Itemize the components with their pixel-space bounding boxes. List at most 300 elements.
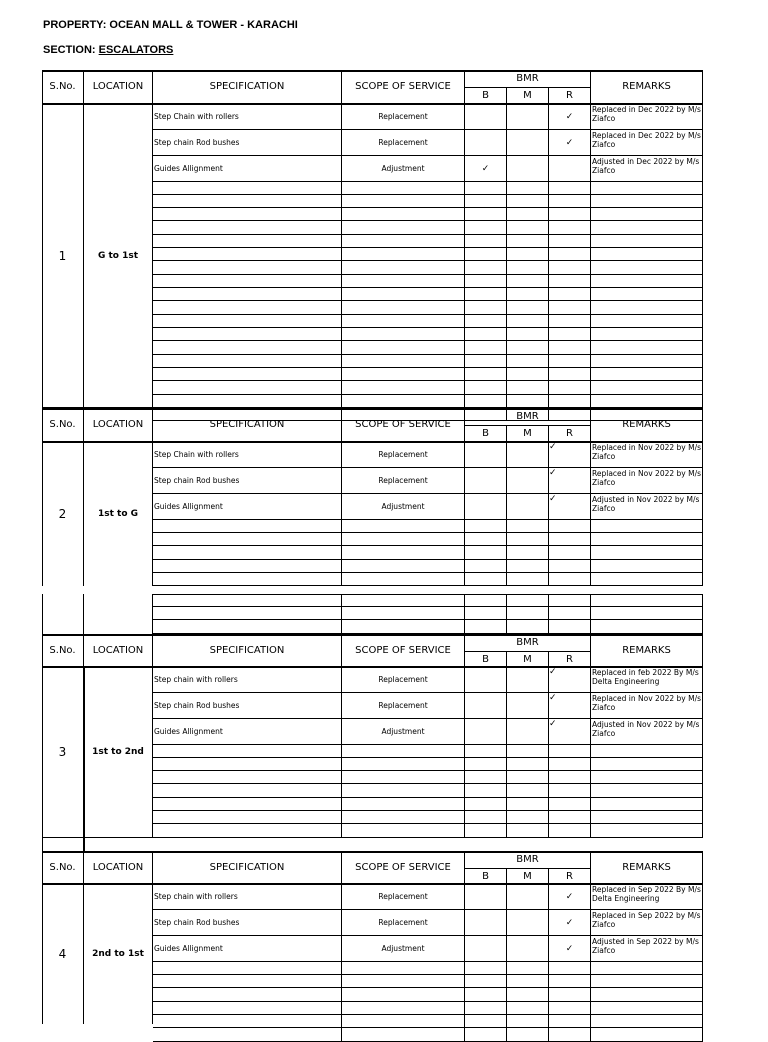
blank-cell bbox=[507, 395, 549, 408]
bmr-r-cell: ✓ bbox=[549, 468, 591, 494]
blank-cell bbox=[549, 221, 591, 235]
blank-cell bbox=[591, 1015, 703, 1028]
bmr-b-cell bbox=[465, 494, 507, 520]
blank-cell bbox=[549, 182, 591, 195]
scope-cell: Adjustment bbox=[342, 156, 465, 182]
blank-cell bbox=[342, 560, 465, 573]
blank-cell bbox=[507, 594, 549, 607]
bmr-r-cell: ✓ bbox=[549, 719, 591, 745]
blank-cell bbox=[549, 962, 591, 975]
blank-cell bbox=[591, 395, 703, 408]
blank-cell bbox=[549, 560, 591, 573]
blank-cell bbox=[342, 784, 465, 798]
bmr-b-cell bbox=[465, 910, 507, 936]
location-cell: G to 1st bbox=[84, 104, 153, 408]
blank-cell bbox=[591, 573, 703, 586]
blank-cell bbox=[591, 301, 703, 315]
remarks-cell: Adjusted in Nov 2022 by M/s Ziafco bbox=[591, 719, 703, 745]
blank-cell bbox=[591, 315, 703, 328]
blank-cell bbox=[465, 248, 507, 261]
column-header-m: M bbox=[507, 88, 549, 104]
remarks-cell: Adjusted in Dec 2022 by M/s Ziafco bbox=[591, 156, 703, 182]
sno-cell: 1 bbox=[42, 104, 84, 408]
blank-cell bbox=[153, 962, 342, 975]
blank-cell bbox=[507, 573, 549, 586]
remarks-cell: Replaced in Dec 2022 by M/s Ziafco bbox=[591, 130, 703, 156]
blank-cell bbox=[549, 208, 591, 221]
blank-cell bbox=[342, 235, 465, 248]
blank-cell bbox=[591, 533, 703, 546]
scope-cell: Replacement bbox=[342, 884, 465, 910]
column-header-bmr: BMR bbox=[465, 70, 591, 88]
blank-cell bbox=[465, 988, 507, 1002]
blank-cell bbox=[153, 355, 342, 368]
table-rule bbox=[702, 408, 703, 586]
blank-cell bbox=[465, 208, 507, 221]
blank-cell bbox=[549, 288, 591, 301]
blank-cell bbox=[342, 594, 465, 607]
blank-cell bbox=[549, 573, 591, 586]
blank-cell bbox=[549, 745, 591, 758]
column-header-r: R bbox=[549, 652, 591, 667]
blank-cell bbox=[507, 784, 549, 798]
bmr-m-cell bbox=[507, 156, 549, 182]
bmr-b-cell: ✓ bbox=[465, 156, 507, 182]
table-rule bbox=[83, 667, 85, 851]
blank-cell bbox=[153, 275, 342, 288]
blank-cell bbox=[549, 341, 591, 355]
blank-cell bbox=[591, 520, 703, 533]
blank-cell bbox=[342, 520, 465, 533]
blank-cell bbox=[465, 395, 507, 408]
blank-cell bbox=[591, 235, 703, 248]
blank-cell bbox=[153, 758, 342, 771]
specification-cell: Step chain Rod bushes bbox=[153, 693, 342, 719]
bmr-b-cell bbox=[465, 468, 507, 494]
blank-cell bbox=[465, 235, 507, 248]
blank-cell bbox=[549, 275, 591, 288]
bmr-m-cell bbox=[507, 936, 549, 962]
blank-cell bbox=[549, 315, 591, 328]
column-header-m: M bbox=[507, 426, 549, 442]
blank-cell bbox=[342, 275, 465, 288]
blank-cell bbox=[465, 546, 507, 560]
blank-cell bbox=[507, 546, 549, 560]
blank-cell bbox=[153, 248, 342, 261]
blank-cell bbox=[465, 381, 507, 395]
blank-cell bbox=[465, 798, 507, 811]
specification-cell: Guides Allignment bbox=[153, 936, 342, 962]
blank-cell bbox=[153, 395, 342, 408]
location-cell: 1st to G bbox=[84, 442, 153, 586]
blank-cell bbox=[153, 1028, 342, 1042]
blank-cell bbox=[591, 798, 703, 811]
blank-cell bbox=[507, 341, 549, 355]
blank-cell bbox=[465, 520, 507, 533]
blank-cell bbox=[507, 182, 549, 195]
location-cell: 1st to 2nd bbox=[84, 667, 153, 838]
specification-cell: Step Chain with rollers bbox=[153, 104, 342, 130]
blank-cell bbox=[549, 261, 591, 275]
remarks-cell: Replaced in Dec 2022 by M/s Ziafco bbox=[591, 104, 703, 130]
bmr-b-cell bbox=[465, 884, 507, 910]
blank-cell bbox=[591, 261, 703, 275]
specification-cell: Step chain Rod bushes bbox=[153, 910, 342, 936]
blank-cell bbox=[507, 1015, 549, 1028]
bmr-r-cell: ✓ bbox=[549, 442, 591, 468]
blank-cell bbox=[342, 546, 465, 560]
blank-cell bbox=[507, 758, 549, 771]
column-header-sno: S.No. bbox=[42, 634, 84, 667]
remarks-cell: Replaced in Nov 2022 by M/s Ziafco bbox=[591, 693, 703, 719]
blank-cell bbox=[342, 798, 465, 811]
bmr-r-cell: ✓ bbox=[549, 130, 591, 156]
blank-cell bbox=[465, 594, 507, 607]
blank-cell bbox=[153, 573, 342, 586]
blank-cell bbox=[342, 288, 465, 301]
blank-cell bbox=[342, 620, 465, 634]
blank-cell bbox=[507, 235, 549, 248]
blank-cell bbox=[507, 962, 549, 975]
blank-cell bbox=[591, 341, 703, 355]
blank-cell bbox=[153, 560, 342, 573]
blank-cell bbox=[507, 824, 549, 838]
table-rule bbox=[702, 851, 703, 1024]
blank-cell bbox=[549, 368, 591, 381]
sno-cell: 3 bbox=[42, 667, 84, 838]
blank-cell bbox=[507, 208, 549, 221]
blank-cell bbox=[342, 824, 465, 838]
blank-cell bbox=[342, 975, 465, 988]
section-value: ESCALATORS bbox=[98, 44, 174, 56]
blank-cell bbox=[549, 811, 591, 824]
remarks-cell: Adjusted in Nov 2022 by M/s Ziafco bbox=[591, 494, 703, 520]
column-header-location: LOCATION bbox=[84, 851, 153, 884]
blank-cell bbox=[153, 208, 342, 221]
blank-cell bbox=[153, 261, 342, 275]
blank-cell bbox=[342, 221, 465, 235]
blank-cell bbox=[153, 811, 342, 824]
location-cell: 2nd to 1st bbox=[84, 884, 153, 1024]
column-header-specification: SPECIFICATION bbox=[153, 70, 342, 104]
column-header-bmr: BMR bbox=[465, 851, 591, 869]
blank-cell bbox=[507, 381, 549, 395]
blank-cell bbox=[342, 758, 465, 771]
column-header-specification: SPECIFICATION bbox=[153, 634, 342, 667]
blank-cell bbox=[465, 1002, 507, 1015]
bmr-m-cell bbox=[507, 130, 549, 156]
blank-cell bbox=[507, 221, 549, 235]
column-header-scope: SCOPE OF SERVICE bbox=[342, 408, 465, 442]
blank-cell bbox=[153, 533, 342, 546]
remarks-cell: Replaced in feb 2022 By M/s Delta Engineering bbox=[591, 667, 703, 693]
blank-cell bbox=[507, 988, 549, 1002]
column-header-specification: SPECIFICATION bbox=[153, 851, 342, 884]
blank-cell bbox=[507, 620, 549, 634]
blank-cell bbox=[465, 341, 507, 355]
blank-cell bbox=[465, 758, 507, 771]
blank-cell bbox=[342, 315, 465, 328]
bmr-b-cell bbox=[465, 442, 507, 468]
blank-cell bbox=[342, 607, 465, 620]
specification-cell: Step chain Rod bushes bbox=[153, 130, 342, 156]
blank-cell bbox=[507, 195, 549, 208]
blank-cell bbox=[465, 301, 507, 315]
blank-cell bbox=[465, 275, 507, 288]
bmr-m-cell bbox=[507, 442, 549, 468]
blank-cell bbox=[549, 248, 591, 261]
column-header-location: LOCATION bbox=[84, 408, 153, 442]
blank-cell bbox=[342, 208, 465, 221]
table-rule bbox=[702, 594, 703, 634]
blank-cell bbox=[153, 784, 342, 798]
column-header-remarks: REMARKS bbox=[591, 70, 703, 104]
blank-cell bbox=[507, 261, 549, 275]
column-header-r: R bbox=[549, 869, 591, 884]
blank-cell bbox=[549, 758, 591, 771]
blank-cell bbox=[507, 560, 549, 573]
blank-cell bbox=[591, 811, 703, 824]
blank-cell bbox=[507, 301, 549, 315]
scope-cell: Replacement bbox=[342, 667, 465, 693]
blank-cell bbox=[342, 962, 465, 975]
blank-cell bbox=[549, 235, 591, 248]
bmr-m-cell bbox=[507, 719, 549, 745]
blank-cell bbox=[591, 975, 703, 988]
blank-cell bbox=[153, 546, 342, 560]
column-header-b: B bbox=[465, 869, 507, 884]
blank-cell bbox=[465, 221, 507, 235]
sno-cell-continued bbox=[42, 594, 84, 634]
blank-cell bbox=[153, 594, 342, 607]
blank-cell bbox=[507, 275, 549, 288]
blank-cell bbox=[465, 182, 507, 195]
blank-cell bbox=[465, 962, 507, 975]
blank-cell bbox=[342, 1002, 465, 1015]
bmr-m-cell bbox=[507, 910, 549, 936]
blank-cell bbox=[465, 355, 507, 368]
column-header-sno: S.No. bbox=[42, 851, 84, 884]
blank-cell bbox=[549, 328, 591, 341]
blank-cell bbox=[342, 182, 465, 195]
blank-cell bbox=[507, 798, 549, 811]
blank-cell bbox=[507, 607, 549, 620]
blank-cell bbox=[342, 368, 465, 381]
column-header-scope: SCOPE OF SERVICE bbox=[342, 70, 465, 104]
blank-cell bbox=[507, 355, 549, 368]
column-header-b: B bbox=[465, 426, 507, 442]
blank-cell bbox=[549, 1015, 591, 1028]
scope-cell: Adjustment bbox=[342, 494, 465, 520]
blank-cell bbox=[465, 745, 507, 758]
blank-cell bbox=[153, 235, 342, 248]
blank-cell bbox=[549, 546, 591, 560]
scope-cell: Adjustment bbox=[342, 719, 465, 745]
blank-cell bbox=[507, 1028, 549, 1042]
blank-cell bbox=[591, 328, 703, 341]
column-header-r: R bbox=[549, 88, 591, 104]
blank-cell bbox=[507, 745, 549, 758]
blank-cell bbox=[342, 745, 465, 758]
column-header-sno: S.No. bbox=[42, 70, 84, 104]
blank-cell bbox=[465, 771, 507, 784]
blank-cell bbox=[465, 620, 507, 634]
blank-cell bbox=[591, 195, 703, 208]
blank-cell bbox=[549, 381, 591, 395]
blank-cell bbox=[507, 248, 549, 261]
column-header-b: B bbox=[465, 88, 507, 104]
section-title bbox=[43, 44, 173, 56]
blank-cell bbox=[465, 368, 507, 381]
blank-cell bbox=[153, 341, 342, 355]
column-header-specification: SPECIFICATION bbox=[153, 408, 342, 442]
column-header-scope: SCOPE OF SERVICE bbox=[342, 851, 465, 884]
blank-cell bbox=[591, 275, 703, 288]
blank-cell bbox=[465, 195, 507, 208]
blank-cell bbox=[342, 341, 465, 355]
column-header-bmr: BMR bbox=[465, 634, 591, 652]
blank-cell bbox=[507, 520, 549, 533]
blank-cell bbox=[549, 784, 591, 798]
blank-cell bbox=[591, 248, 703, 261]
specification-cell: Guides Allignment bbox=[153, 156, 342, 182]
blank-cell bbox=[507, 811, 549, 824]
blank-cell bbox=[591, 182, 703, 195]
blank-cell bbox=[342, 328, 465, 341]
blank-cell bbox=[591, 745, 703, 758]
blank-cell bbox=[591, 208, 703, 221]
blank-cell bbox=[591, 607, 703, 620]
section-label: SECTION: bbox=[43, 44, 99, 56]
bmr-r-cell: ✓ bbox=[549, 104, 591, 130]
blank-cell bbox=[549, 395, 591, 408]
blank-cell bbox=[153, 620, 342, 634]
blank-cell bbox=[342, 355, 465, 368]
column-header-location: LOCATION bbox=[84, 634, 153, 667]
blank-cell bbox=[549, 975, 591, 988]
bmr-b-cell bbox=[465, 936, 507, 962]
blank-cell bbox=[153, 824, 342, 838]
bmr-b-cell bbox=[465, 719, 507, 745]
scope-cell: Replacement bbox=[342, 130, 465, 156]
blank-cell bbox=[153, 988, 342, 1002]
column-header-remarks: REMARKS bbox=[591, 408, 703, 442]
bmr-r-cell: ✓ bbox=[549, 667, 591, 693]
blank-cell bbox=[591, 758, 703, 771]
blank-cell bbox=[342, 248, 465, 261]
blank-cell bbox=[342, 381, 465, 395]
blank-cell bbox=[549, 195, 591, 208]
blank-cell bbox=[465, 975, 507, 988]
blank-cell bbox=[591, 771, 703, 784]
blank-cell bbox=[342, 195, 465, 208]
scope-cell: Replacement bbox=[342, 104, 465, 130]
blank-cell bbox=[153, 221, 342, 235]
bmr-b-cell bbox=[465, 104, 507, 130]
scope-cell: Replacement bbox=[342, 468, 465, 494]
blank-cell bbox=[549, 620, 591, 634]
blank-cell bbox=[465, 784, 507, 798]
sno-cell: 4 bbox=[42, 884, 84, 1024]
column-header-remarks: REMARKS bbox=[591, 851, 703, 884]
bmr-r-cell bbox=[549, 156, 591, 182]
blank-cell bbox=[591, 620, 703, 634]
bmr-b-cell bbox=[465, 130, 507, 156]
blank-cell bbox=[549, 771, 591, 784]
blank-cell bbox=[153, 1015, 342, 1028]
blank-cell bbox=[153, 798, 342, 811]
column-header-r: R bbox=[549, 426, 591, 442]
blank-cell bbox=[507, 1002, 549, 1015]
blank-cell bbox=[591, 784, 703, 798]
property-title: PROPERTY: OCEAN MALL & TOWER - KARACHI bbox=[43, 19, 298, 31]
remarks-cell: Replaced in Sep 2022 By M/s Delta Engineering bbox=[591, 884, 703, 910]
blank-cell bbox=[342, 771, 465, 784]
table-rule bbox=[702, 70, 703, 408]
specification-cell: Step chain with rollers bbox=[153, 667, 342, 693]
blank-cell bbox=[507, 771, 549, 784]
blank-cell bbox=[507, 328, 549, 341]
column-header-b: B bbox=[465, 652, 507, 667]
blank-cell bbox=[153, 771, 342, 784]
column-header-m: M bbox=[507, 652, 549, 667]
blank-cell bbox=[342, 988, 465, 1002]
blank-cell bbox=[591, 1028, 703, 1042]
blank-cell bbox=[153, 182, 342, 195]
column-header-m: M bbox=[507, 869, 549, 884]
bmr-b-cell bbox=[465, 693, 507, 719]
bmr-m-cell bbox=[507, 494, 549, 520]
blank-cell bbox=[591, 381, 703, 395]
blank-cell bbox=[549, 533, 591, 546]
blank-cell bbox=[465, 261, 507, 275]
blank-cell bbox=[591, 1002, 703, 1015]
blank-cell bbox=[549, 988, 591, 1002]
table-rule bbox=[702, 634, 703, 838]
blank-cell bbox=[465, 824, 507, 838]
blank-cell bbox=[153, 1002, 342, 1015]
scope-cell: Replacement bbox=[342, 442, 465, 468]
blank-cell bbox=[342, 301, 465, 315]
blank-cell bbox=[507, 288, 549, 301]
blank-cell bbox=[153, 301, 342, 315]
column-header-bmr: BMR bbox=[465, 408, 591, 426]
blank-cell bbox=[591, 988, 703, 1002]
remarks-cell: Replaced in Nov 2022 by M/s Ziafco bbox=[591, 468, 703, 494]
blank-cell bbox=[465, 607, 507, 620]
blank-cell bbox=[591, 594, 703, 607]
bmr-m-cell bbox=[507, 104, 549, 130]
blank-cell bbox=[342, 533, 465, 546]
blank-cell bbox=[465, 315, 507, 328]
blank-cell bbox=[153, 195, 342, 208]
blank-cell bbox=[591, 824, 703, 838]
column-header-remarks: REMARKS bbox=[591, 634, 703, 667]
specification-cell: Guides Allignment bbox=[153, 494, 342, 520]
blank-cell bbox=[591, 355, 703, 368]
blank-cell bbox=[549, 824, 591, 838]
scope-cell: Adjustment bbox=[342, 936, 465, 962]
blank-cell bbox=[153, 288, 342, 301]
blank-cell bbox=[153, 315, 342, 328]
bmr-m-cell bbox=[507, 468, 549, 494]
bmr-r-cell: ✓ bbox=[549, 884, 591, 910]
blank-cell bbox=[549, 798, 591, 811]
remarks-cell: Replaced in Nov 2022 by M/s Ziafco bbox=[591, 442, 703, 468]
bmr-m-cell bbox=[507, 884, 549, 910]
blank-cell bbox=[153, 381, 342, 395]
specification-cell: Step chain with rollers bbox=[153, 884, 342, 910]
